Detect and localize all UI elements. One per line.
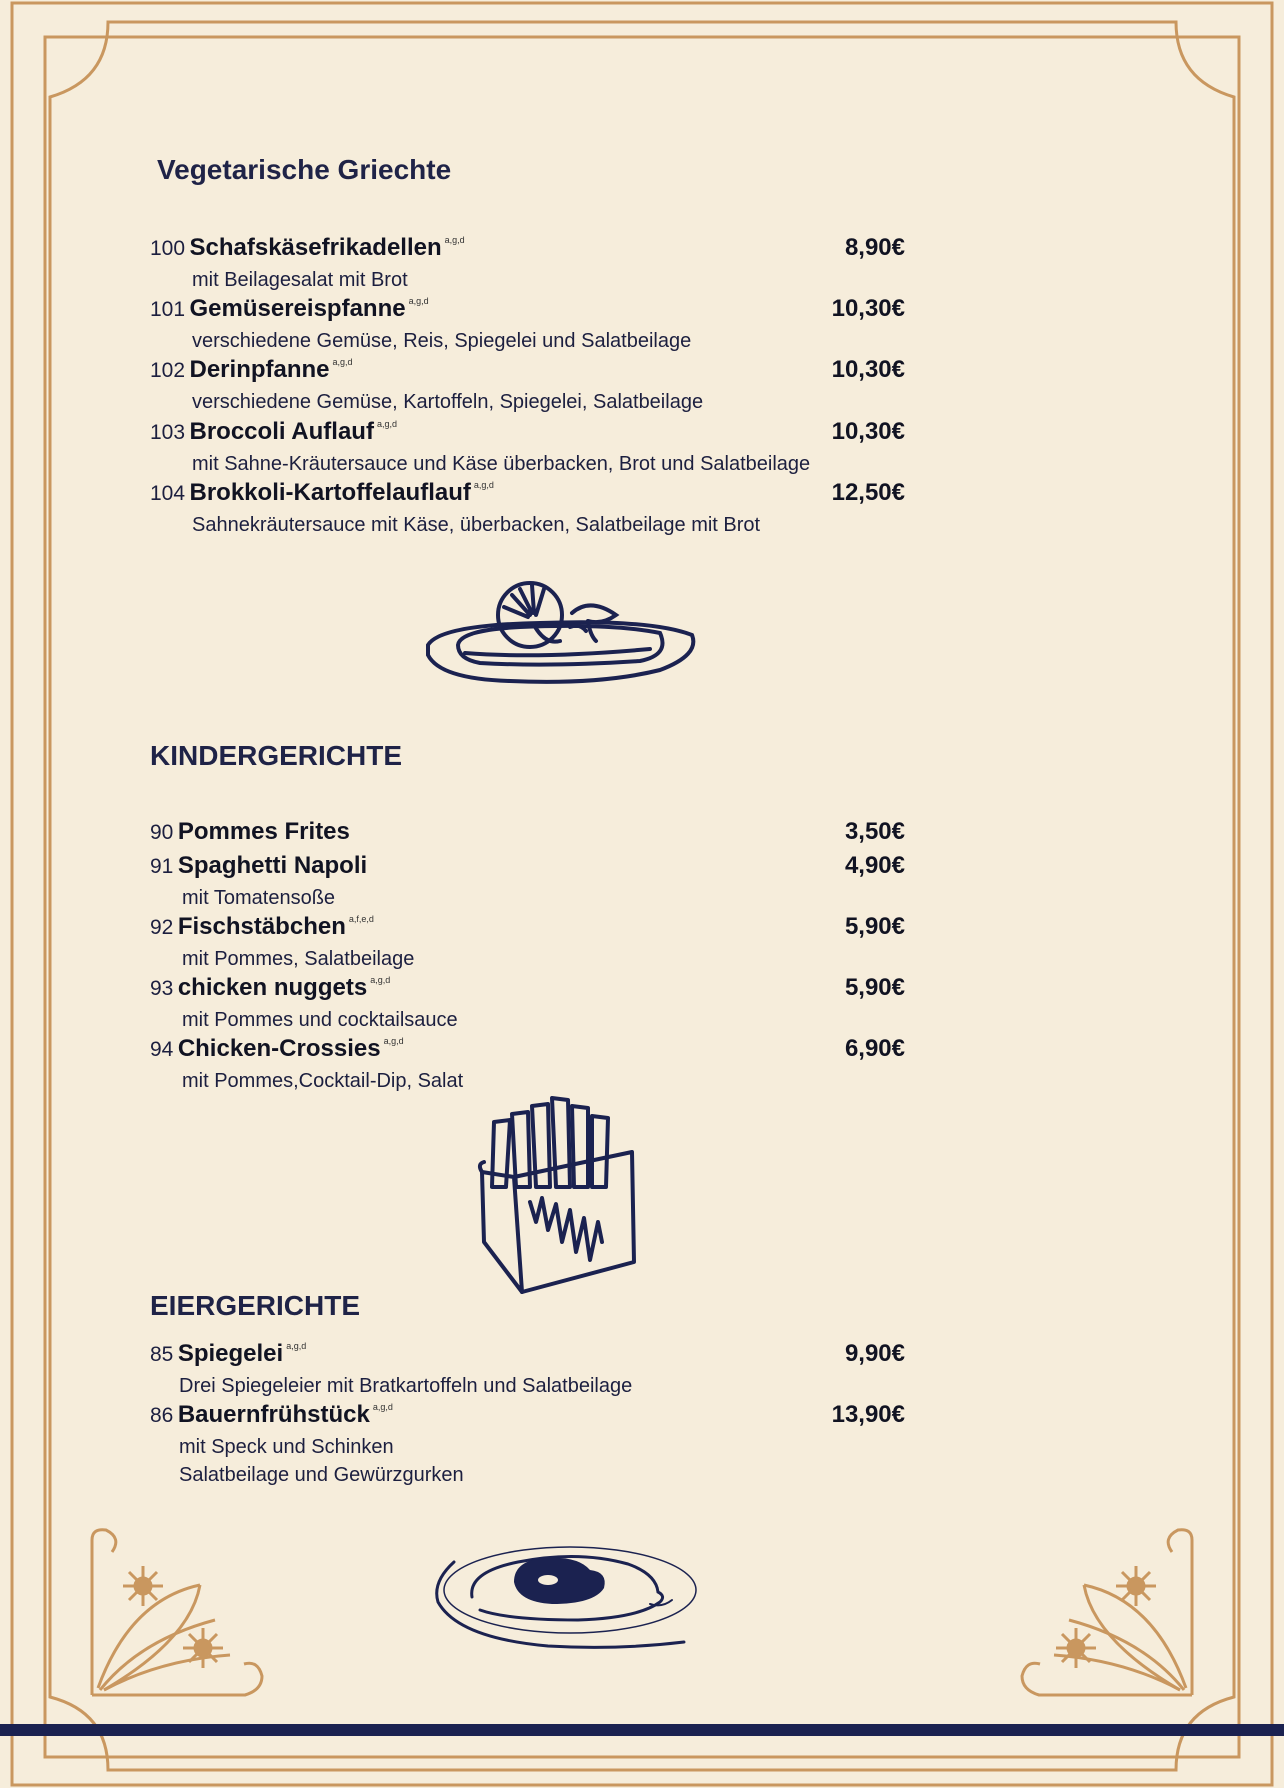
menu-item: [150, 1035, 905, 1095]
corner-ornament-left: [92, 1530, 262, 1695]
item-description: verschiedene Gemüse, Reis, Spiegelei und Salatbeilage: [192, 330, 692, 352]
item-number: 92: [150, 916, 174, 939]
item-number: 85: [150, 1343, 174, 1366]
item-price: 10,30€: [831, 418, 905, 445]
menu-item: [150, 1401, 905, 1489]
item-name: Gemüsereispfanne: [189, 295, 406, 322]
menu-item: [150, 234, 905, 294]
section-title-vegetarian: Vegetarische Griechte: [157, 154, 452, 185]
fried-egg-plate-icon: [428, 1542, 698, 1652]
allergen-codes: a,g,d: [286, 1341, 307, 1351]
item-description: mit Speck und Schinken: [179, 1436, 394, 1458]
item-price: 12,50€: [831, 479, 905, 506]
menu-item: [150, 418, 905, 478]
item-name: Derinpfanne: [189, 356, 330, 383]
item-name: chicken nuggets: [177, 974, 368, 1001]
item-number: 103: [150, 421, 186, 444]
menu-item: [150, 974, 905, 1034]
item-description: verschiedene Gemüse, Kartoffeln, Spiegelei, Salatbeilage: [192, 391, 704, 413]
item-name: Broccoli Auflauf: [189, 418, 374, 445]
item-name: Chicken-Crossies: [177, 1035, 381, 1062]
menu-item: [150, 356, 905, 416]
allergen-codes: a,g,d: [408, 296, 429, 306]
allergen-codes: a,g,d: [444, 235, 465, 245]
menu-item: [150, 913, 905, 973]
item-name: Spiegelei: [177, 1340, 284, 1367]
allergen-codes: a,g,d: [473, 480, 494, 490]
allergen-codes: a,g,d: [383, 1036, 404, 1046]
item-number: 90: [150, 821, 174, 844]
item-number: 91: [150, 855, 174, 878]
item-name: Pommes Frites: [177, 818, 350, 845]
item-description: mit Beilagesalat mit Brot: [192, 269, 408, 291]
menu-item: [150, 1340, 905, 1400]
menu-item: [150, 818, 905, 850]
allergen-codes: a,g,d: [370, 975, 391, 985]
allergen-codes: a,g,d: [372, 1402, 393, 1412]
item-description-line-2: Salatbeilage und Gewürzgurken: [179, 1464, 464, 1486]
item-number: 101: [150, 298, 186, 321]
menu-item: [150, 295, 905, 355]
item-price: 5,90€: [844, 913, 905, 940]
bottom-navy-stripe: [0, 1724, 1284, 1736]
item-name: Brokkoli-Kartoffelauflauf: [189, 479, 471, 506]
item-description: Drei Spiegeleier mit Bratkartoffeln und Salatbeilage: [179, 1375, 633, 1397]
item-description: mit Pommes,Cocktail-Dip, Salat: [182, 1070, 464, 1092]
item-price: 6,90€: [844, 1035, 905, 1062]
allergen-codes: a,g,d: [376, 419, 397, 429]
allergen-codes: a,g,d: [332, 357, 353, 367]
menu-item: [150, 479, 905, 539]
menu-item: [150, 852, 905, 912]
item-name: Bauernfrühstück: [177, 1401, 370, 1428]
item-price: 4,90€: [844, 852, 905, 879]
item-number: 104: [150, 482, 186, 505]
item-description: Sahnekräutersauce mit Käse, überbacken, Salatbeilage mit Brot: [192, 514, 761, 536]
item-number: 102: [150, 359, 186, 382]
item-number: 94: [150, 1038, 174, 1061]
item-number: 86: [150, 1404, 174, 1427]
item-price: 10,30€: [831, 356, 905, 383]
allergen-codes: a,f,e,d: [348, 914, 374, 924]
item-name: Fischstäbchen: [177, 913, 346, 940]
item-price: 3,50€: [844, 818, 905, 845]
mushroom-plate-icon: [420, 575, 700, 690]
item-description: mit Pommes und cocktailsauce: [182, 1009, 458, 1031]
corner-ornament-right: [1022, 1530, 1192, 1695]
item-description: mit Pommes, Salatbeilage: [182, 948, 415, 970]
french-fries-icon: [472, 1092, 642, 1297]
item-price: 13,90€: [831, 1401, 905, 1428]
section-title-kids: KINDERGERICHTE: [150, 740, 403, 771]
item-number: 93: [150, 977, 174, 1000]
item-price: 5,90€: [844, 974, 905, 1001]
section-title-eggs: EIERGERICHTE: [150, 1290, 361, 1321]
item-name: Schafskäsefrikadellen: [189, 234, 442, 261]
item-price: 10,30€: [831, 295, 905, 322]
item-description: mit Tomatensoße: [182, 887, 336, 909]
item-description: mit Sahne-Kräutersauce und Käse überbacken, Brot und Salatbeilage: [192, 453, 811, 475]
item-number: 100: [150, 237, 186, 260]
item-price: 9,90€: [844, 1340, 905, 1367]
item-price: 8,90€: [844, 234, 905, 261]
item-name: Spaghetti Napoli: [177, 852, 368, 879]
